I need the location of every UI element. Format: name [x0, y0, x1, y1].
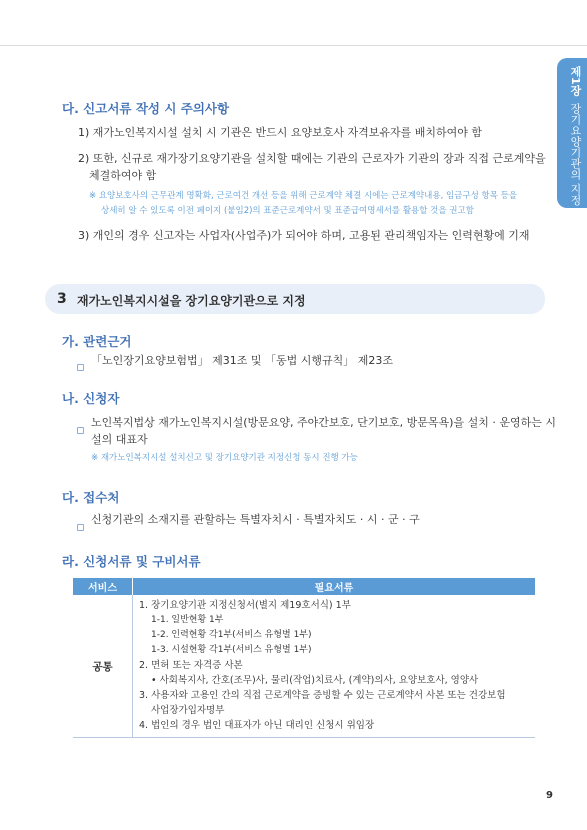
column-header-service: 서비스	[73, 578, 133, 595]
doc-subitem: • 사회복지사, 간호(조무)사, 물리(작업)치료사, (계약)의사, 요양보호사, 영양사	[151, 675, 479, 686]
chapter-label	[561, 66, 583, 206]
bullet-icon	[77, 419, 84, 438]
documents-cell	[133, 595, 536, 738]
section-3-bar	[45, 284, 545, 314]
doc-subitem: 1-1. 일반현황 1부	[151, 615, 224, 625]
doc-subitem: 1-2. 인력현황 각1부(서비스 유형별 1부)	[151, 630, 312, 640]
header-rule	[0, 45, 587, 46]
doc-item: 1. 장기요양기관 지정신청서(별지 제19호서식) 1부	[139, 600, 351, 611]
chapter-tab[interactable]	[557, 58, 587, 208]
bullet-icon	[77, 516, 84, 535]
chapter-number: 제1장	[569, 66, 582, 96]
doc-item: 4. 법인의 경우 법인 대표자가 아닌 대리인 신청시 위임장	[139, 720, 375, 731]
notes-item-2: 2) 또한, 신규로 재가장기요양기관을 설치할 때에는 기관의 근로자가 기관의 장과 직접 근로계약을	[78, 152, 546, 165]
notes-item-3: 3) 개인의 경우 신고자는 사업자(사업주)가 되어야 하며, 고용된 관리책임자는 인력현황에 기재	[78, 229, 530, 242]
notes-item-1: 1) 재가노인복지시설 설치 시 기관은 반드시 요양보호사 자격보유자를 배치하여야 함	[78, 126, 483, 139]
chapter-title: 장기요양기관의 지정	[569, 102, 582, 206]
bullet-icon	[77, 356, 84, 375]
applicant-note: ※ 재가노인복지시설 설치신고 및 장기요양기관 지정신청 동시 진행 가능	[91, 453, 358, 463]
doc-item: 2. 면허 또는 자격증 사본	[139, 660, 243, 671]
heading-reception: 다. 접수처	[62, 490, 120, 505]
heading-applicant: 나. 신청자	[62, 391, 120, 406]
notes-remark-line-2: 상세히 알 수 있도록 이전 페이지 (붙임2)의 표준근로계약서 및 표준급여명세서를 활용할 것을 권고함	[101, 206, 474, 216]
section-3-title: 재가노인복지시설을 장기요양기관으로 지정	[77, 294, 306, 308]
doc-item-cont: 사업장가입자명부	[151, 705, 225, 716]
documents-table	[73, 578, 535, 738]
heading-documents: 라. 신청서류 및 구비서류	[62, 554, 201, 569]
doc-subitem: 1-3. 시설현황 각1부(서비스 유형별 1부)	[151, 645, 312, 655]
reception-text: 신청기관의 소재지를 관할하는 특별자치시 · 특별자치도 · 시 · 군 · 구	[91, 513, 420, 526]
doc-item: 3. 사용자와 고용인 간의 직접 근로계약을 증빙할 수 있는 근로계약서 사본 또는 건강보험	[139, 690, 506, 701]
notes-remark-line-1: ※ 요양보호사의 근무관계 명확화, 근로여건 개선 등을 위해 근로계약 체결 시에는 근로계약내용, 임금구성 항목 등을	[89, 191, 518, 201]
service-cell: 공통	[73, 595, 133, 738]
section-heading-da-notes: 다. 신고서류 작성 시 주의사항	[62, 101, 230, 116]
notes-item-2-cont: 체결하여야 함	[89, 169, 157, 182]
table-row	[73, 595, 535, 738]
section-3-number: 3	[57, 291, 67, 307]
applicant-text-line-1: 노인복지법상 재가노인복지시설(방문요양, 주야간보호, 단기보호, 방문목욕)을 설치 · 운영하는 시	[91, 416, 556, 429]
legal-basis-text: 「노인장기요양보험법」 제31조 및 「동법 시행규칙」 제23조	[91, 354, 393, 367]
applicant-text-line-2: 설의 대표자	[91, 433, 148, 446]
page-number: 9	[546, 790, 553, 801]
column-header-documents: 필요서류	[133, 578, 536, 595]
heading-legal-basis: 가. 관련근거	[62, 334, 132, 349]
